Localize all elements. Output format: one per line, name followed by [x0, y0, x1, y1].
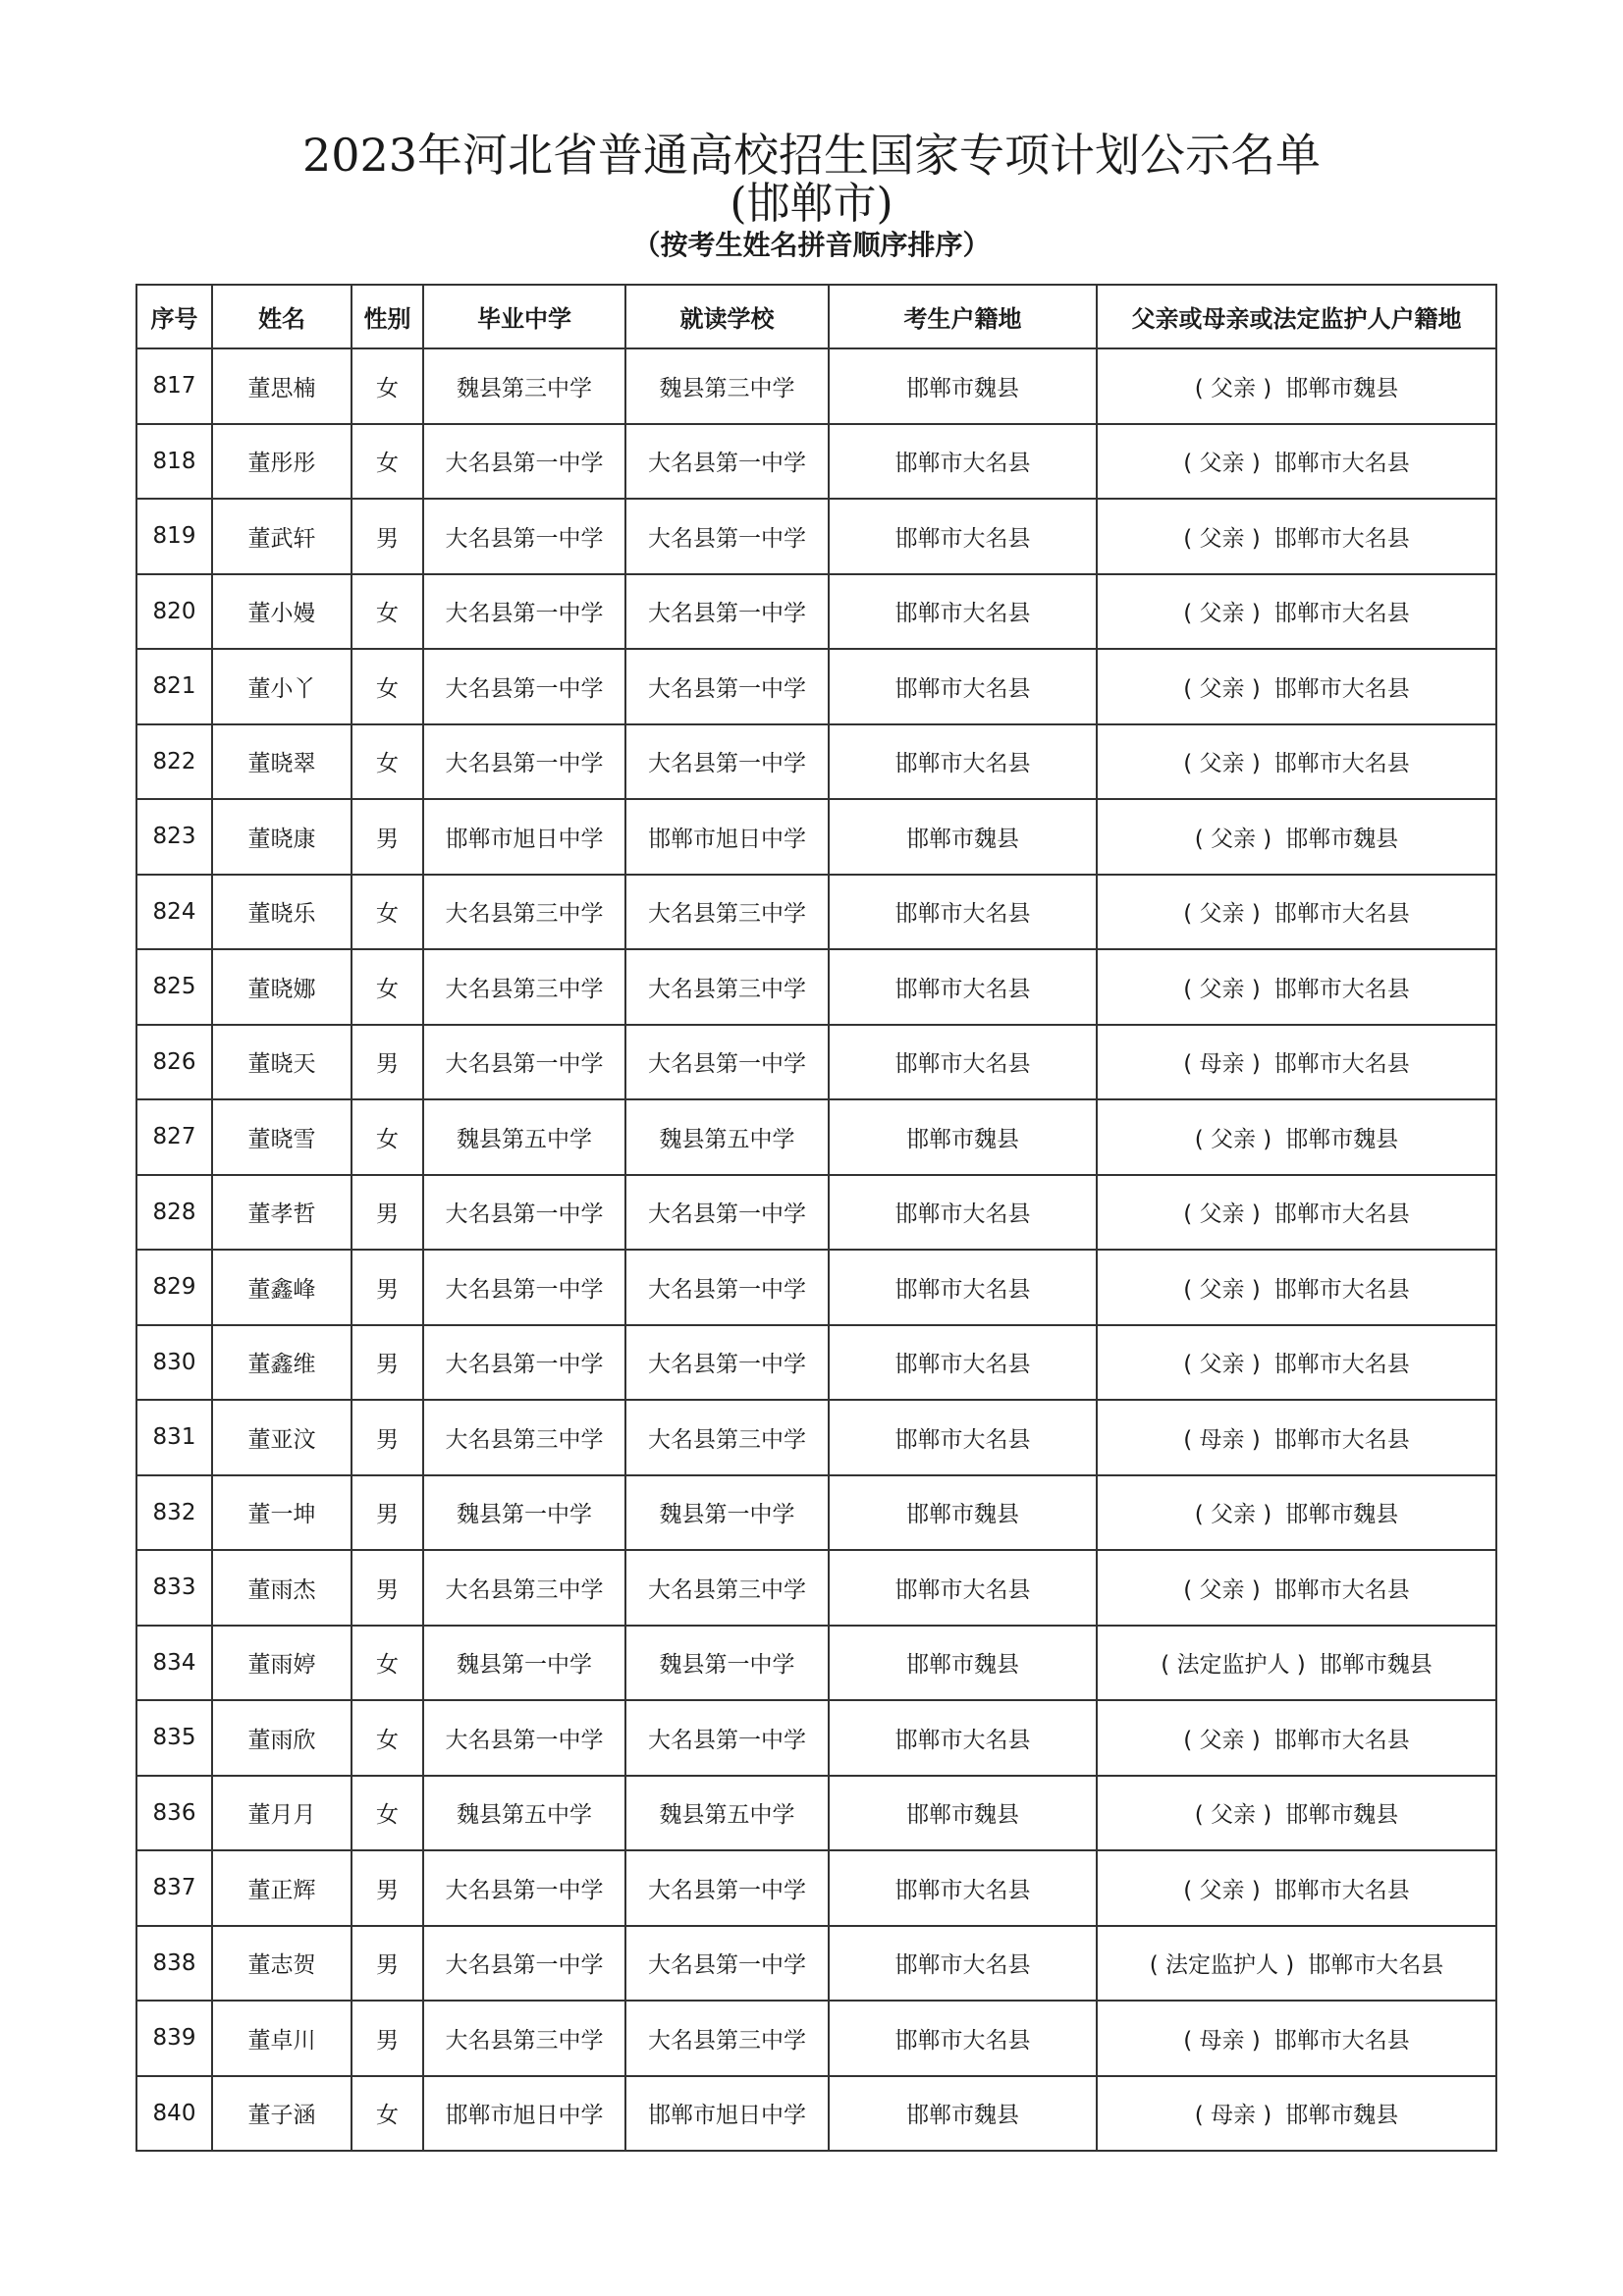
cell-gender: 女: [352, 424, 423, 500]
cell-school: 大名县第三中学: [625, 1550, 829, 1626]
cell-guardian-hukou: [1097, 649, 1496, 724]
table-row: [136, 875, 1496, 950]
table-row: [136, 799, 1496, 875]
table-row: [136, 574, 1496, 650]
cell-name: 董子涵: [212, 2076, 352, 2152]
cell-hukou: 邯郸市大名县: [829, 2001, 1097, 2076]
column-header-school: 就读学校: [625, 285, 829, 348]
cell-gender: 男: [352, 1475, 423, 1551]
cell-gender: 女: [352, 574, 423, 650]
cell-grad-school: 大名县第一中学: [423, 1700, 625, 1776]
cell-name: 董月月: [212, 1776, 352, 1851]
table-row: [136, 1175, 1496, 1251]
cell-hukou: 邯郸市大名县: [829, 649, 1097, 724]
guardian-location: 邯郸市大名县: [1273, 1877, 1410, 1903]
cell-no: 820: [136, 574, 212, 650]
cell-gender: 女: [352, 949, 423, 1025]
guardian-relation: ( 母亲 ): [1183, 2027, 1261, 2054]
guardian-location: 邯郸市大名县: [1273, 1727, 1410, 1753]
cell-gender: 女: [352, 1099, 423, 1175]
cell-school: 大名县第一中学: [625, 1700, 829, 1776]
sort-note: （按考生姓名拼音顺序排序）: [632, 229, 991, 261]
cell-name: 董思楠: [212, 348, 352, 424]
cell-guardian-hukou: [1097, 799, 1496, 875]
table-row: [136, 1475, 1496, 1551]
cell-no: 833: [136, 1550, 212, 1626]
guardian-relation: ( 父亲 ): [1194, 375, 1272, 401]
cell-no: 821: [136, 649, 212, 724]
cell-no: 819: [136, 499, 212, 574]
cell-guardian-hukou: [1097, 1099, 1496, 1175]
guardian-relation: ( 父亲 ): [1183, 1352, 1261, 1378]
cell-no: 828: [136, 1175, 212, 1251]
cell-grad-school: 大名县第一中学: [423, 1025, 625, 1100]
cell-no: 836: [136, 1776, 212, 1851]
cell-grad-school: 大名县第一中学: [423, 424, 625, 500]
cell-school: 大名县第三中学: [625, 2001, 829, 2076]
cell-hukou: 邯郸市魏县: [829, 799, 1097, 875]
cell-no: 830: [136, 1325, 212, 1401]
table-row: [136, 499, 1496, 574]
roster-table: [135, 284, 1497, 2152]
guardian-relation: ( 母亲 ): [1183, 1051, 1261, 1078]
table-body: [136, 348, 1496, 2151]
cell-no: 834: [136, 1626, 212, 1701]
cell-gender: 女: [352, 348, 423, 424]
guardian-relation: ( 父亲 ): [1183, 451, 1261, 477]
cell-hukou: 邯郸市大名县: [829, 1550, 1097, 1626]
cell-guardian-hukou: [1097, 2001, 1496, 2076]
table-row: [136, 1926, 1496, 2002]
cell-guardian-hukou: [1097, 1400, 1496, 1475]
cell-school: 魏县第一中学: [625, 1475, 829, 1551]
cell-grad-school: 大名县第一中学: [423, 1926, 625, 2002]
cell-grad-school: 大名县第三中学: [423, 949, 625, 1025]
cell-grad-school: 大名县第三中学: [423, 1550, 625, 1626]
cell-hukou: 邯郸市大名县: [829, 1250, 1097, 1325]
table-row: [136, 2076, 1496, 2152]
cell-name: 董一坤: [212, 1475, 352, 1551]
cell-no: 835: [136, 1700, 212, 1776]
cell-gender: 男: [352, 799, 423, 875]
cell-hukou: 邯郸市大名县: [829, 424, 1097, 500]
cell-school: 魏县第三中学: [625, 348, 829, 424]
cell-gender: 男: [352, 1025, 423, 1100]
cell-guardian-hukou: [1097, 1926, 1496, 2002]
cell-hukou: 邯郸市大名县: [829, 1850, 1097, 1926]
cell-guardian-hukou: [1097, 1776, 1496, 1851]
cell-name: 董鑫峰: [212, 1250, 352, 1325]
cell-no: 818: [136, 424, 212, 500]
table-row: [136, 724, 1496, 800]
cell-grad-school: 大名县第一中学: [423, 499, 625, 574]
cell-name: 董晓雪: [212, 1099, 352, 1175]
guardian-relation: ( 父亲 ): [1183, 601, 1261, 627]
cell-grad-school: 大名县第三中学: [423, 1400, 625, 1475]
table-row: [136, 1550, 1496, 1626]
guardian-location: 邯郸市魏县: [1285, 2103, 1399, 2129]
guardian-location: 邯郸市魏县: [1285, 1502, 1399, 1528]
cell-name: 董小嫚: [212, 574, 352, 650]
cell-guardian-hukou: [1097, 949, 1496, 1025]
cell-no: 838: [136, 1926, 212, 2002]
cell-name: 董雨杰: [212, 1550, 352, 1626]
cell-gender: 女: [352, 1626, 423, 1701]
cell-school: 邯郸市旭日中学: [625, 799, 829, 875]
cell-guardian-hukou: [1097, 574, 1496, 650]
cell-hukou: 邯郸市大名县: [829, 1926, 1097, 2002]
guardian-relation: ( 父亲 ): [1183, 525, 1261, 552]
cell-school: 大名县第一中学: [625, 724, 829, 800]
cell-grad-school: 魏县第五中学: [423, 1776, 625, 1851]
cell-name: 董小丫: [212, 649, 352, 724]
cell-name: 董晓乐: [212, 875, 352, 950]
cell-no: 829: [136, 1250, 212, 1325]
cell-school: 大名县第一中学: [625, 1175, 829, 1251]
guardian-location: 邯郸市魏县: [1285, 375, 1399, 401]
table-row: [136, 1250, 1496, 1325]
table-row: [136, 649, 1496, 724]
cell-grad-school: 大名县第一中学: [423, 1175, 625, 1251]
guardian-location: 邯郸市大名县: [1273, 1276, 1410, 1303]
guardian-location: 邯郸市大名县: [1273, 525, 1410, 552]
cell-hukou: 邯郸市大名县: [829, 1025, 1097, 1100]
cell-no: 823: [136, 799, 212, 875]
cell-grad-school: 邯郸市旭日中学: [423, 799, 625, 875]
cell-grad-school: 大名县第三中学: [423, 2001, 625, 2076]
cell-gender: 男: [352, 1175, 423, 1251]
guardian-location: 邯郸市大名县: [1273, 675, 1410, 702]
cell-guardian-hukou: [1097, 1700, 1496, 1776]
cell-gender: 女: [352, 875, 423, 950]
cell-guardian-hukou: [1097, 348, 1496, 424]
cell-hukou: 邯郸市大名县: [829, 1175, 1097, 1251]
cell-name: 董志贺: [212, 1926, 352, 2002]
cell-grad-school: 大名县第一中学: [423, 1250, 625, 1325]
guardian-relation: ( 父亲 ): [1183, 976, 1261, 1002]
column-header-guardian-hukou: 父亲或母亲或法定监护人户籍地: [1097, 285, 1496, 348]
cell-gender: 男: [352, 1325, 423, 1401]
cell-school: 魏县第五中学: [625, 1776, 829, 1851]
cell-hukou: 邯郸市魏县: [829, 2076, 1097, 2152]
guardian-relation: ( 母亲 ): [1194, 2103, 1272, 2129]
cell-school: 大名县第一中学: [625, 1250, 829, 1325]
guardian-relation: ( 父亲 ): [1183, 1201, 1261, 1228]
cell-name: 董孝哲: [212, 1175, 352, 1251]
guardian-relation: ( 父亲 ): [1194, 1126, 1272, 1152]
cell-grad-school: 大名县第一中学: [423, 1850, 625, 1926]
cell-no: 840: [136, 2076, 212, 2152]
city-subtitle: (邯郸市): [730, 179, 893, 229]
guardian-location: 邯郸市大名县: [1273, 1051, 1410, 1078]
cell-hukou: 邯郸市大名县: [829, 875, 1097, 950]
cell-name: 董彤彤: [212, 424, 352, 500]
guardian-relation: ( 父亲 ): [1183, 675, 1261, 702]
cell-guardian-hukou: [1097, 1175, 1496, 1251]
cell-name: 董正辉: [212, 1850, 352, 1926]
cell-hukou: 邯郸市魏县: [829, 1626, 1097, 1701]
cell-hukou: 邯郸市大名县: [829, 1700, 1097, 1776]
guardian-location: 邯郸市大名县: [1273, 601, 1410, 627]
table-row: [136, 1850, 1496, 1926]
cell-grad-school: 魏县第一中学: [423, 1626, 625, 1701]
cell-grad-school: 邯郸市旭日中学: [423, 2076, 625, 2152]
cell-grad-school: 大名县第一中学: [423, 649, 625, 724]
guardian-relation: ( 父亲 ): [1183, 751, 1261, 777]
guardian-location: 邯郸市大名县: [1273, 1352, 1410, 1378]
cell-school: 大名县第三中学: [625, 875, 829, 950]
guardian-relation: ( 母亲 ): [1183, 1426, 1261, 1453]
cell-school: 大名县第一中学: [625, 1926, 829, 2002]
cell-school: 大名县第一中学: [625, 1025, 829, 1100]
cell-school: 大名县第一中学: [625, 499, 829, 574]
cell-name: 董晓娜: [212, 949, 352, 1025]
guardian-relation: ( 父亲 ): [1183, 1727, 1261, 1753]
table-row: [136, 1776, 1496, 1851]
guardian-location: 邯郸市魏县: [1285, 1126, 1399, 1152]
cell-grad-school: 魏县第五中学: [423, 1099, 625, 1175]
guardian-relation: ( 法定监护人 ): [1149, 1952, 1295, 1979]
table-row: [136, 424, 1496, 500]
guardian-relation: ( 父亲 ): [1183, 1276, 1261, 1303]
cell-grad-school: 大名县第一中学: [423, 574, 625, 650]
cell-guardian-hukou: [1097, 499, 1496, 574]
table-row: [136, 1025, 1496, 1100]
guardian-relation: ( 父亲 ): [1183, 901, 1261, 928]
cell-school: 魏县第五中学: [625, 1099, 829, 1175]
cell-school: 大名县第一中学: [625, 649, 829, 724]
cell-no: 827: [136, 1099, 212, 1175]
cell-no: 825: [136, 949, 212, 1025]
guardian-location: 邯郸市大名县: [1273, 976, 1410, 1002]
cell-no: 832: [136, 1475, 212, 1551]
column-header-no: 序号: [136, 285, 212, 348]
guardian-location: 邯郸市魏县: [1285, 1802, 1399, 1829]
cell-guardian-hukou: [1097, 1550, 1496, 1626]
cell-school: 邯郸市旭日中学: [625, 2076, 829, 2152]
cell-gender: 男: [352, 499, 423, 574]
cell-guardian-hukou: [1097, 2076, 1496, 2152]
guardian-location: 邯郸市大名县: [1273, 901, 1410, 928]
table-row: [136, 1700, 1496, 1776]
cell-hukou: 邯郸市魏县: [829, 1475, 1097, 1551]
cell-name: 董武轩: [212, 499, 352, 574]
cell-gender: 女: [352, 724, 423, 800]
cell-hukou: 邯郸市大名县: [829, 1325, 1097, 1401]
table-row: [136, 1099, 1496, 1175]
cell-name: 董雨欣: [212, 1700, 352, 1776]
cell-no: 822: [136, 724, 212, 800]
cell-guardian-hukou: [1097, 724, 1496, 800]
guardian-relation: ( 法定监护人 ): [1161, 1652, 1306, 1679]
table-row: [136, 949, 1496, 1025]
cell-gender: 女: [352, 1776, 423, 1851]
cell-hukou: 邯郸市大名县: [829, 1400, 1097, 1475]
guardian-location: 邯郸市大名县: [1273, 1426, 1410, 1453]
cell-gender: 男: [352, 1250, 423, 1325]
cell-hukou: 邯郸市大名县: [829, 499, 1097, 574]
cell-name: 董鑫维: [212, 1325, 352, 1401]
cell-grad-school: 大名县第一中学: [423, 724, 625, 800]
cell-grad-school: 魏县第一中学: [423, 1475, 625, 1551]
cell-hukou: 邯郸市大名县: [829, 574, 1097, 650]
cell-name: 董晓天: [212, 1025, 352, 1100]
table-row: [136, 1626, 1496, 1701]
cell-guardian-hukou: [1097, 1025, 1496, 1100]
guardian-location: 邯郸市大名县: [1273, 751, 1410, 777]
column-header-hukou: 考生户籍地: [829, 285, 1097, 348]
table-row: [136, 1325, 1496, 1401]
cell-hukou: 邯郸市大名县: [829, 724, 1097, 800]
cell-hukou: 邯郸市魏县: [829, 1099, 1097, 1175]
guardian-location: 邯郸市大名县: [1273, 451, 1410, 477]
column-header-name: 姓名: [212, 285, 352, 348]
cell-no: 837: [136, 1850, 212, 1926]
guardian-location: 邯郸市魏县: [1285, 826, 1399, 852]
header-row: [136, 285, 1496, 348]
cell-name: 董晓康: [212, 799, 352, 875]
column-header-grad-school: 毕业中学: [423, 285, 625, 348]
cell-gender: 男: [352, 1850, 423, 1926]
guardian-relation: ( 父亲 ): [1183, 1576, 1261, 1603]
guardian-location: 邯郸市大名县: [1273, 1576, 1410, 1603]
cell-guardian-hukou: [1097, 424, 1496, 500]
cell-gender: 男: [352, 1926, 423, 2002]
cell-gender: 女: [352, 649, 423, 724]
table-row: [136, 348, 1496, 424]
cell-school: 大名县第一中学: [625, 574, 829, 650]
cell-guardian-hukou: [1097, 1850, 1496, 1926]
cell-grad-school: 大名县第三中学: [423, 875, 625, 950]
cell-school: 大名县第一中学: [625, 1850, 829, 1926]
cell-guardian-hukou: [1097, 1250, 1496, 1325]
cell-grad-school: 大名县第一中学: [423, 1325, 625, 1401]
cell-name: 董雨婷: [212, 1626, 352, 1701]
cell-school: 魏县第一中学: [625, 1626, 829, 1701]
cell-gender: 男: [352, 1400, 423, 1475]
cell-no: 824: [136, 875, 212, 950]
cell-school: 大名县第三中学: [625, 949, 829, 1025]
cell-grad-school: 魏县第三中学: [423, 348, 625, 424]
cell-school: 大名县第一中学: [625, 1325, 829, 1401]
guardian-location: 邯郸市魏县: [1319, 1652, 1433, 1679]
guardian-location: 邯郸市大名县: [1273, 1201, 1410, 1228]
column-header-gender: 性别: [352, 285, 423, 348]
guardian-relation: ( 父亲 ): [1194, 1502, 1272, 1528]
cell-guardian-hukou: [1097, 1626, 1496, 1701]
cell-name: 董卓川: [212, 2001, 352, 2076]
cell-hukou: 邯郸市大名县: [829, 949, 1097, 1025]
guardian-location: 邯郸市大名县: [1273, 2027, 1410, 2054]
cell-no: 839: [136, 2001, 212, 2076]
guardian-relation: ( 父亲 ): [1194, 826, 1272, 852]
guardian-relation: ( 父亲 ): [1194, 1802, 1272, 1829]
table-row: [136, 1400, 1496, 1475]
cell-hukou: 邯郸市魏县: [829, 348, 1097, 424]
cell-hukou: 邯郸市魏县: [829, 1776, 1097, 1851]
cell-gender: 男: [352, 1550, 423, 1626]
cell-guardian-hukou: [1097, 1325, 1496, 1401]
cell-gender: 女: [352, 1700, 423, 1776]
cell-gender: 女: [352, 2076, 423, 2152]
cell-school: 大名县第三中学: [625, 1400, 829, 1475]
cell-name: 董晓翠: [212, 724, 352, 800]
cell-no: 817: [136, 348, 212, 424]
document-title: 2023年河北省普通高校招生国家专项计划公示名单: [301, 129, 1322, 182]
table-row: [136, 2001, 1496, 2076]
cell-guardian-hukou: [1097, 875, 1496, 950]
cell-no: 826: [136, 1025, 212, 1100]
cell-guardian-hukou: [1097, 1475, 1496, 1551]
cell-gender: 男: [352, 2001, 423, 2076]
guardian-location: 邯郸市大名县: [1308, 1952, 1444, 1979]
guardian-relation: ( 父亲 ): [1183, 1877, 1261, 1903]
cell-name: 董亚汶: [212, 1400, 352, 1475]
cell-school: 大名县第一中学: [625, 424, 829, 500]
cell-no: 831: [136, 1400, 212, 1475]
